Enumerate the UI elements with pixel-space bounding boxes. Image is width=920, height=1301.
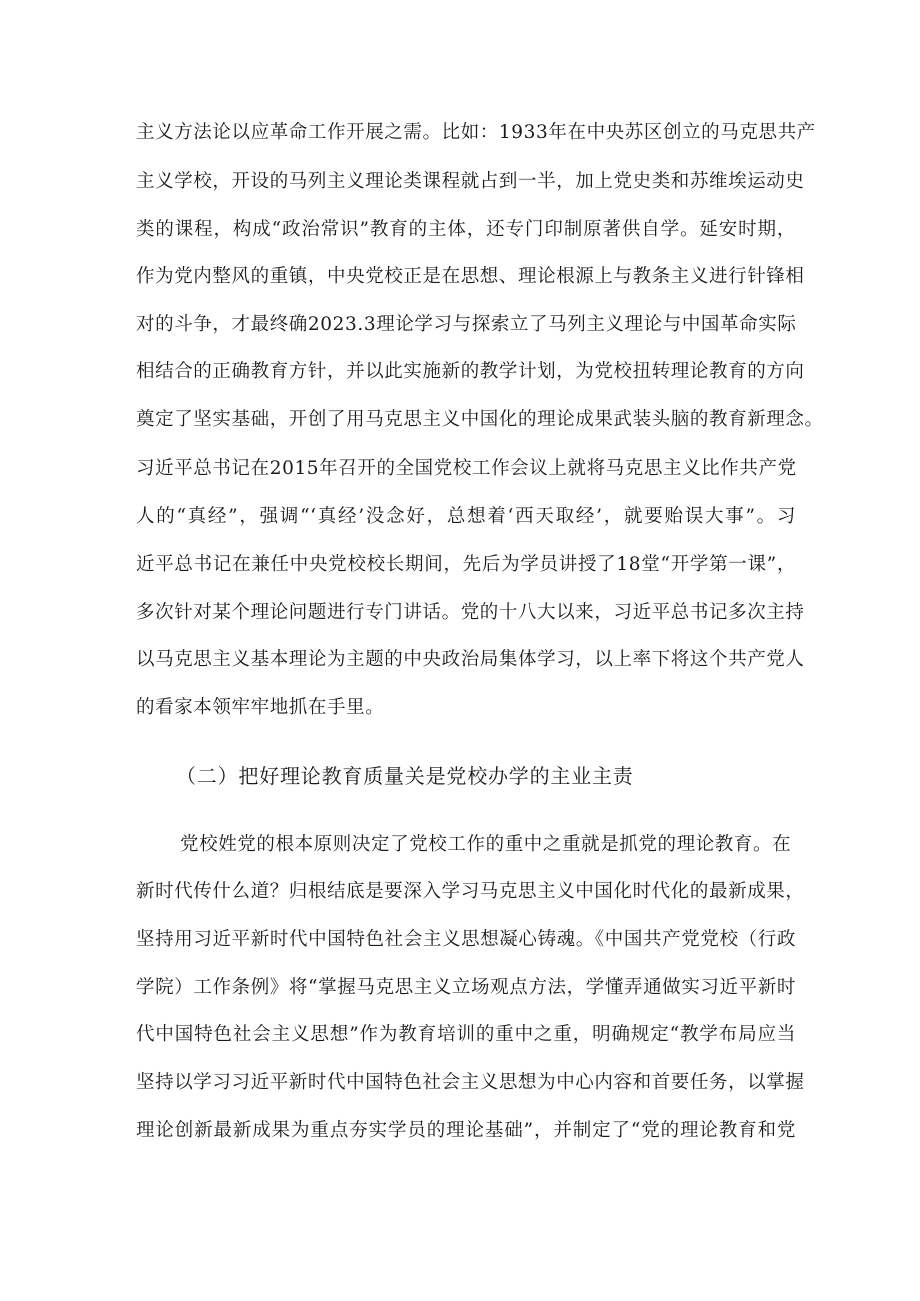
paragraph-line: 主义学校，开设的马列主义理论类课程就占到一半，加上党史类和苏维埃运动史 bbox=[136, 171, 805, 192]
paragraph-line: 习近平总书记在2015年召开的全国党校工作会议上就将马克思主义比作共产党 bbox=[136, 458, 797, 479]
paragraph-line: 坚持以学习习近平新时代中国特色社会主义思想为中心内容和首要任务，以掌握 bbox=[136, 1072, 805, 1093]
paragraph-line: 主义方法论以应革命工作开展之需。比如：1933年在中央苏区创立的马克思共产 bbox=[136, 122, 816, 143]
paragraph-line: 多次针对某个理论问题进行专门讲话。党的十八大以来，习近平总书记多次主持 bbox=[136, 602, 805, 623]
paragraph-line: 对的斗争，才最终确2023.3理论学习与探索立了马列主义理论与中国革命实际 bbox=[136, 314, 797, 335]
paragraph-line: 理论创新最新成果为重点夯实学员的理论基础”，并制定了“党的理论教育和党 bbox=[136, 1120, 796, 1141]
paragraph-line: 的看家本领牢牢地抓在手里。 bbox=[136, 697, 385, 718]
paragraph-line: 党校姓党的根本原则决定了党校工作的重中之重就是抓党的理论教育。在 bbox=[180, 834, 792, 855]
paragraph-line: 奠定了坚实基础，开创了用马克思主义中国化的理论成果武装头脑的教育新理念。 bbox=[136, 409, 824, 430]
paragraph-line: 近平总书记在兼任中央党校校长期间，先后为学员讲授了18堂“开学第一课”， bbox=[136, 554, 796, 575]
paragraph-line: 相结合的正确教育方针，并以此实施新的教学计划，为党校扭转理论教育的方向 bbox=[136, 361, 805, 382]
paragraph-line: 新时代传什么道？归根结底是要深入学习马克思主义中国化时代化的最新成果， bbox=[136, 881, 805, 902]
paragraph-line: 以马克思主义基本理论为主题的中央政治局集体学习，以上率下将这个共产党人 bbox=[136, 649, 805, 670]
paragraph-line: 坚持用习近平新时代中国特色社会主义思想凝心铸魂。《中国共产党党校（行政 bbox=[136, 929, 796, 950]
section-heading: （二）把好理论教育质量关是党校办学的主业主责 bbox=[176, 764, 634, 788]
paragraph-line: 代中国特色社会主义思想”作为教育培训的重中之重，明确规定“教学布局应当 bbox=[136, 1024, 796, 1045]
paragraph-line: 学院）工作条例》将“掌握马克思主义立场观点方法，学懂弄通做实习近平新时 bbox=[136, 977, 796, 998]
paragraph-line: 作为党内整风的重镇，中央党校正是在思想、理论根源上与教条主义进行针锋相 bbox=[136, 266, 805, 287]
paragraph-line: 人的“真经”，强调“‘真经’没念好，总想着‘西天取经’，就要贻误大事”。习 bbox=[136, 506, 796, 527]
paragraph-line: 类的课程，构成“政治常识”教育的主体，还专门印制原著供自学。延安时期， bbox=[136, 219, 796, 240]
